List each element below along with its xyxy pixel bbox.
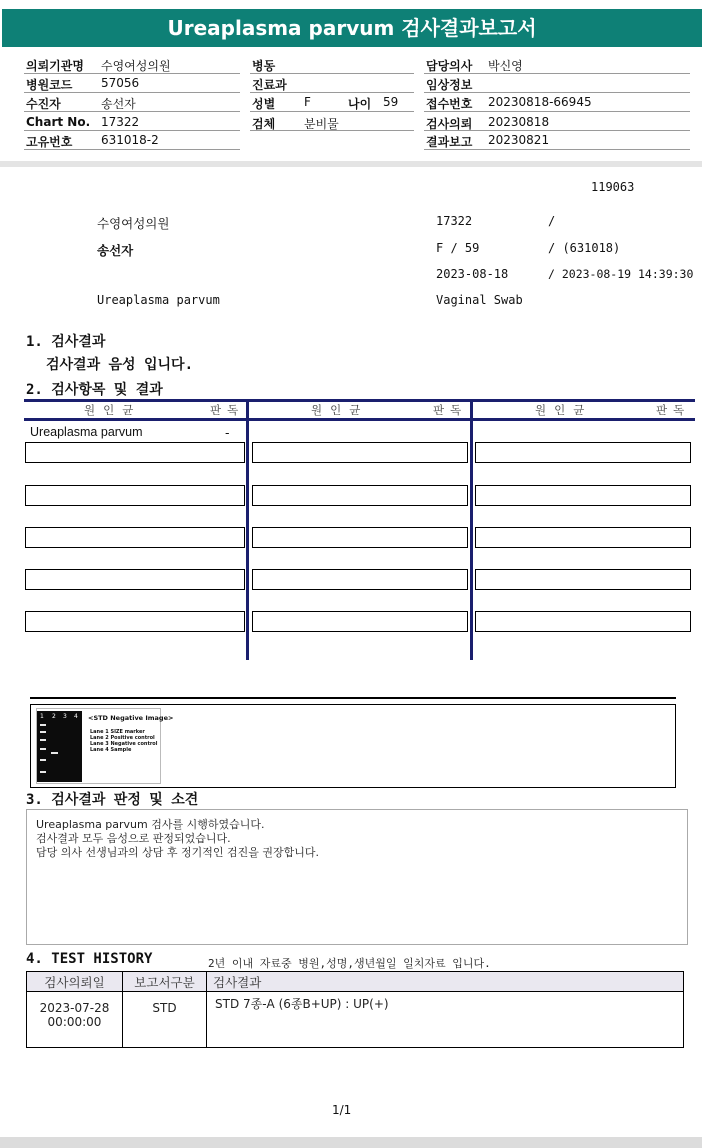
info-value-chart-no: 17322 <box>101 115 140 129</box>
summary-reported: / 2023-08-19 14:39:30 <box>548 267 694 281</box>
gel-lane-label: 1 <box>40 713 44 720</box>
gel-band <box>40 748 46 750</box>
divider <box>424 149 690 150</box>
result-empty-box <box>25 485 245 506</box>
opinion-line: Ureaplasma parvum 검사를 시행하였습니다. <box>36 818 265 831</box>
divider <box>24 130 240 131</box>
summary-test: Ureaplasma parvum <box>97 293 220 307</box>
divider <box>424 92 690 93</box>
info-value-hospital-code: 57056 <box>101 76 140 90</box>
info-value-age: 59 <box>383 95 399 109</box>
report-title: Ureaplasma parvum 검사결과보고서 <box>2 9 702 47</box>
history-header-result: 검사결과 <box>207 972 684 992</box>
info-value-sex: F <box>304 95 311 109</box>
history-time: 00:00:00 <box>47 1015 102 1029</box>
info-label-clinical-info: 임상정보 <box>426 78 473 92</box>
summary-sex-age: F / 59 <box>436 241 480 255</box>
summary-code: 119063 <box>591 180 635 194</box>
info-label-clinic: 의뢰기관명 <box>26 59 84 73</box>
info-label-ward: 병동 <box>252 59 276 73</box>
divider <box>424 73 690 74</box>
divider <box>30 697 676 699</box>
divider <box>24 92 240 93</box>
section1-title: 1. 검사결과 <box>26 334 106 350</box>
result-empty-box <box>25 611 245 632</box>
summary-received: 2023-08-18 <box>436 267 509 281</box>
result-empty-box <box>25 569 245 590</box>
summary-patient: 송선자 <box>97 243 134 258</box>
result-empty-box <box>475 442 691 463</box>
info-label-specimen: 검체 <box>252 117 276 131</box>
column-divider <box>246 399 249 660</box>
section4-note: 2년 이내 자료중 병원,성명,생년월일 일치자료 입니다. <box>208 957 491 970</box>
info-value-request-date: 20230818 <box>488 115 550 129</box>
divider <box>424 130 690 131</box>
result-empty-box <box>252 611 468 632</box>
header-judgement: 판독 <box>433 403 468 417</box>
summary-separator: / <box>548 214 556 228</box>
opinion-line: 검사결과 모두 음성으로 판정되었습니다. <box>36 832 231 845</box>
header-pathogen: 원인균 <box>84 403 142 417</box>
divider <box>24 149 240 150</box>
gel-caption-line: Lane 1 SIZE marker <box>90 729 145 735</box>
gel-caption-line: Lane 3 Negative control <box>90 741 158 747</box>
summary-specimen: Vaginal Swab <box>436 293 523 307</box>
table-header-border <box>24 418 695 421</box>
history-type: STD <box>152 1001 177 1015</box>
opinion-line: 담당 의사 선생님과의 상담 후 정기적인 검진을 권장합니다. <box>36 846 319 859</box>
page-break-shade <box>0 161 702 167</box>
result-empty-box <box>475 569 691 590</box>
info-label-hospital-code: 병원코드 <box>26 78 73 92</box>
result-empty-box <box>475 485 691 506</box>
page-number: 1/1 <box>332 1103 352 1117</box>
result-empty-box <box>25 442 245 463</box>
gel-lane-label: 4 <box>74 713 78 720</box>
header-judgement: 판독 <box>656 403 691 417</box>
info-value-specimen: 분비물 <box>304 117 339 131</box>
history-date: 2023-07-28 <box>39 1001 110 1015</box>
result-empty-box <box>475 611 691 632</box>
info-label-age: 나이 <box>348 97 372 111</box>
summary-clinic: 수영여성의원 <box>97 216 170 231</box>
gel-band <box>40 759 46 761</box>
info-value-receipt-no: 20230818-66945 <box>488 95 592 109</box>
result-empty-box <box>252 485 468 506</box>
info-label-chart-no: Chart No. <box>26 115 91 129</box>
result-pathogen: Ureaplasma parvum <box>30 425 143 439</box>
section4-title: 4. TEST HISTORY <box>26 951 153 967</box>
history-cell-type <box>123 992 207 1048</box>
info-value-patient: 송선자 <box>101 97 136 111</box>
gel-band <box>40 771 46 773</box>
divider <box>250 73 414 74</box>
result-empty-box <box>252 442 468 463</box>
summary-id: / (631018) <box>548 241 621 255</box>
info-label-patient: 수진자 <box>26 97 61 111</box>
result-empty-box <box>252 527 468 548</box>
column-divider <box>470 399 473 660</box>
history-result: STD 7종-A (6종B+UP) : UP(+) <box>215 997 389 1011</box>
gel-caption-line: Lane 4 Sample <box>90 747 132 753</box>
divider <box>24 73 240 74</box>
info-value-doctor: 박신영 <box>488 59 523 73</box>
history-cell-result <box>207 992 684 1048</box>
result-empty-box <box>252 569 468 590</box>
info-label-report-date: 결과보고 <box>426 135 473 149</box>
result-judgement: - <box>225 425 230 440</box>
info-label-receipt-no: 접수번호 <box>426 97 473 111</box>
gel-band <box>40 724 46 726</box>
history-header-date: 검사의뢰일 <box>27 972 123 992</box>
gel-caption-line: Lane 2 Positive control <box>90 735 155 741</box>
history-header-type: 보고서구분 <box>123 972 207 992</box>
info-label-request-date: 검사의뢰 <box>426 117 473 131</box>
divider <box>24 111 240 112</box>
divider <box>250 92 414 93</box>
history-row <box>27 992 684 1048</box>
info-value-clinic: 수영여성의원 <box>101 59 171 73</box>
divider <box>424 111 690 112</box>
gel-lane-label: 3 <box>63 713 67 720</box>
gel-lanes <box>37 711 82 782</box>
gel-band <box>51 752 58 754</box>
gel-band <box>40 731 46 733</box>
info-label-unique-no: 고유번호 <box>26 135 73 149</box>
info-label-doctor: 담당의사 <box>426 59 473 73</box>
summary-chart-no: 17322 <box>436 214 473 228</box>
divider <box>250 111 414 112</box>
header-pathogen: 원인균 <box>311 403 369 417</box>
gel-caption-title: <STD Negative Image> <box>88 714 174 722</box>
info-label-sex: 성별 <box>252 97 276 111</box>
info-label-department: 진료과 <box>252 78 287 92</box>
divider <box>250 130 414 131</box>
result-empty-box <box>25 527 245 548</box>
info-value-report-date: 20230821 <box>488 133 550 147</box>
info-value-unique-no: 631018-2 <box>101 133 159 147</box>
page-bottom-shade <box>0 1137 702 1148</box>
history-cell-date <box>27 992 123 1048</box>
result-empty-box <box>475 527 691 548</box>
header-pathogen: 원인균 <box>535 403 593 417</box>
section1-message: 검사결과 음성 입니다. <box>46 357 194 373</box>
gel-band <box>40 739 46 741</box>
section2-title: 2. 검사항목 및 결과 <box>26 382 163 398</box>
history-table <box>26 971 684 1048</box>
gel-lane-label: 2 <box>52 713 56 720</box>
opinion-box <box>26 809 688 945</box>
header-judgement: 판독 <box>210 403 245 417</box>
section3-title: 3. 검사결과 판정 및 소견 <box>26 792 199 808</box>
